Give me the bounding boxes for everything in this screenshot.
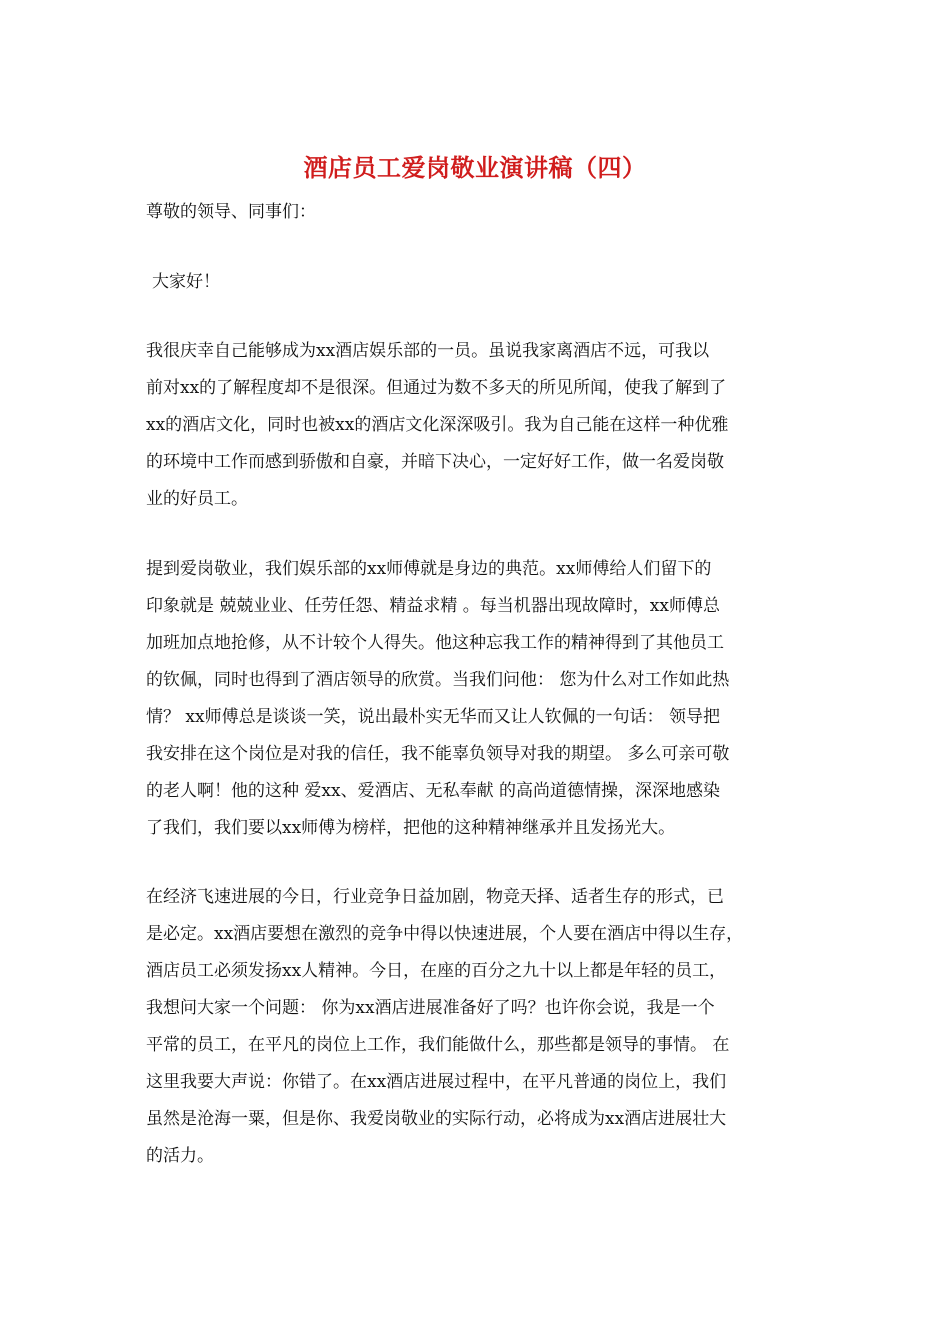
paragraph-line: 酒店员工必须发扬xx人精神。今日，在座的百分之九十以上都是年轻的员工，	[146, 961, 727, 981]
paragraph-line: 虽然是沧海一粟，但是你、我爱岗敬业的实际行动，必将成为xx酒店进展壮大	[146, 1109, 727, 1129]
paragraph-line: 前对xx的了解程度却不是很深。但通过为数不多天的所见所闻，使我了解到了	[146, 378, 727, 398]
paragraph-line: xx的酒店文化，同时也被xx的酒店文化深深吸引。我为自己能在这样一种优雅	[146, 415, 729, 435]
document-title: 酒店员工爱岗敬业演讲稿（四）	[303, 153, 647, 182]
paragraph-line: 这里我要大声说：你错了。在xx酒店进展过程中，在平凡普通的岗位上，我们	[146, 1072, 727, 1092]
paragraph-line: 印象就是 兢兢业业、任劳任怨、精益求精 。每当机器出现故障时，xx师傅总	[146, 596, 720, 616]
paragraph-3	[146, 879, 806, 1175]
paragraph-line: 加班加点地抢修，从不计较个人得失。他这种忘我工作的精神得到了其他员工	[146, 633, 724, 653]
paragraph-line: 的活力。	[146, 1146, 214, 1166]
paragraph-1	[146, 333, 806, 518]
paragraph-line: 的环境中工作而感到骄傲和自豪，并暗下决心，一定好好工作，做一名爱岗敬	[146, 452, 724, 472]
paragraph-line: 是必定。xx酒店要想在激烈的竞争中得以快速进展，个人要在酒店中得以生存，	[146, 924, 744, 944]
paragraph-line: 的老人啊！他的这种 爱xx、爱酒店、无私奉献 的高尚道德情操，深深地感染	[146, 781, 720, 801]
paragraph-line: 我安排在这个岗位是对我的信任，我不能辜负领导对我的期望。 多么可亲可敬	[146, 744, 730, 764]
paragraph-line: 平常的员工，在平凡的岗位上工作，我们能做什么，那些都是领导的事情。 在	[146, 1035, 730, 1055]
paragraph-line: 我想问大家一个问题： 你为xx酒店进展准备好了吗？也许你会说，我是一个	[146, 998, 715, 1018]
paragraph-line: 提到爱岗敬业，我们娱乐部的xx师傅就是身边的典范。xx师傅给人们留下的	[146, 559, 712, 579]
paragraph-2	[146, 551, 806, 847]
paragraph-line: 在经济飞速进展的今日，行业竞争日益加剧，物竞天择、适者生存的形式，已	[146, 887, 724, 907]
greeting: 大家好！	[152, 272, 220, 292]
paragraph-line: 的钦佩，同时也得到了酒店领导的欣赏。当我们问他： 您为什么对工作如此热	[146, 670, 730, 690]
paragraph-line: 我很庆幸自己能够成为xx酒店娱乐部的一员。虽说我家离酒店不远，可我以	[146, 341, 710, 361]
salutation: 尊敬的领导、同事们：	[146, 202, 316, 222]
paragraph-line: 情？ xx师傅总是谈谈一笑，说出最朴实无华而又让人钦佩的一句话： 领导把	[146, 707, 720, 727]
paragraph-line: 了我们，我们要以xx师傅为榜样，把他的这种精神继承并且发扬光大。	[146, 818, 676, 838]
paragraph-line: 业的好员工。	[146, 489, 248, 509]
